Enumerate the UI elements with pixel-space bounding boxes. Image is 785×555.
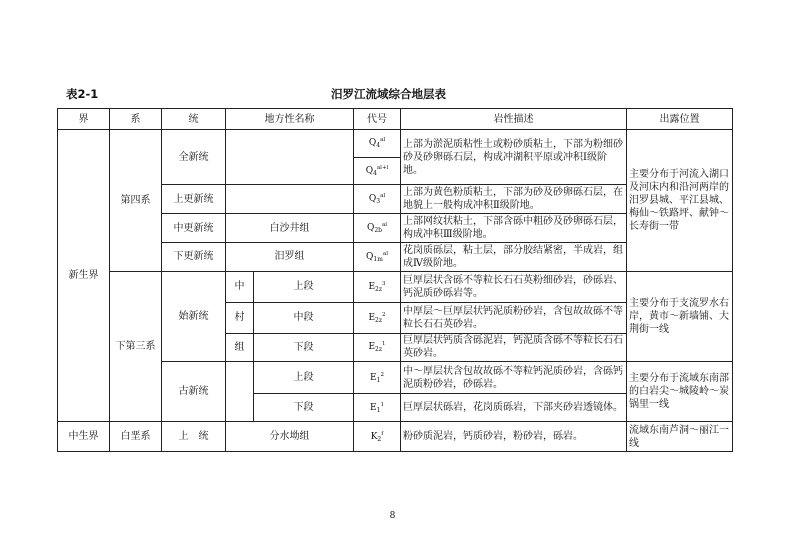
local-name-middle-part: 中段 (254, 302, 354, 333)
code-e1-upper: $E_1^2$ (354, 362, 401, 394)
col-code: 代号 (354, 109, 401, 130)
local-name-empty (226, 185, 354, 214)
local-name-upper-part: 上段 (254, 271, 354, 302)
desc-eocene-middle: 中厚层～巨厚层状钙泥质粉砂岩，含包故故砾不等粒长石石英砂岩。 (401, 302, 627, 333)
desc-cretaceous: 粉砂质泥岩，钙质砂岩，粉砂岩，砾岩。 (401, 422, 627, 452)
code-q1: $Q_{1m}^{al}$ (354, 243, 401, 272)
desc-upper-pleistocene: 上部为黄色粉质粘土，下部为砂及砂卵砾石层，在地貌上一般构成冲积Ⅱ级阶地。 (401, 185, 627, 214)
header-row (58, 109, 733, 130)
series-holocene: 全新统 (162, 130, 226, 185)
desc-middle-pleistocene: 上部网纹状粘土，下部含砾中粗砂及砂卵砾石层，构成冲积Ⅲ级阶地。 (401, 214, 627, 243)
col-era: 界 (58, 109, 110, 130)
col-local-name: 地方性名称 (226, 109, 354, 130)
desc-holocene: 上部为淤泥质粘性土或粉砂质粘土，下部为粉细砂砂及砂卵砾石层，构成冲湖积平原或冲积Ⅰ级阶地。 (401, 130, 627, 185)
loc-cretaceous: 流域东南芦洞～丽江一线 (627, 422, 733, 452)
code-q4-lake: $Q_4^{al+l}$ (354, 157, 401, 185)
era-cenozoic: 新生界 (58, 130, 110, 422)
eocene-group-char-3: 组 (226, 333, 254, 362)
desc-paleocene-upper: 中～厚层状含包故故砾不等粒钙泥质砂岩，含砾钙泥质粉砂岩，砂砾岩。 (401, 362, 627, 394)
code-q2: $Q_{2b}^{al}$ (354, 214, 401, 243)
series-eocene: 始新统 (162, 271, 226, 362)
col-series: 统 (162, 109, 226, 130)
code-e2-lower: $E_{2z}^1$ (354, 333, 401, 362)
local-name-fenshui: 分水坳组 (226, 422, 354, 452)
code-q4: $Q_4^{al}$ (354, 130, 401, 158)
code-e1-lower: $E_1^1$ (354, 394, 401, 422)
page-number: 8 (389, 511, 396, 521)
col-outcrop: 出露位置 (627, 109, 733, 130)
series-lower-pleistocene: 下更新统 (162, 243, 226, 272)
table-row (58, 271, 733, 302)
local-name-lower-part: 下段 (254, 394, 354, 422)
table-number: 表2-1 (66, 87, 99, 101)
code-e2-middle: $E_{2z}^2$ (354, 302, 401, 333)
local-name-miluo: 汨罗组 (226, 243, 354, 272)
series-upper-pleistocene: 上更新统 (162, 185, 226, 214)
local-name-empty (226, 130, 354, 185)
series-middle-pleistocene: 中更新统 (162, 214, 226, 243)
era-mesozoic: 中生界 (58, 422, 110, 452)
system-quaternary: 第四系 (110, 130, 162, 272)
local-name-upper-part: 上段 (254, 362, 354, 394)
system-cretaceous: 白垩系 (110, 422, 162, 452)
col-system: 系 (110, 109, 162, 130)
local-name-baisha: 白沙井组 (226, 214, 354, 243)
eocene-group-char-1: 中 (226, 271, 254, 302)
table-title: 汨罗江流域综合地层表 (331, 87, 446, 101)
table-row (58, 130, 733, 158)
series-upper: 上 统 (162, 422, 226, 452)
desc-eocene-lower: 巨厚层状钙质含砾泥岩，钙泥质含砾不等粒长石石英砂岩。 (401, 333, 627, 362)
code-e2-upper: $E_{2z}^3$ (354, 271, 401, 302)
code-q3: $Q_3^{al}$ (354, 185, 401, 214)
table-row (58, 422, 733, 452)
loc-paleocene: 主要分布于流域东南部的白岩尖～城陵岭～炭锅里一线 (627, 362, 733, 422)
eocene-group-char-2: 村 (226, 302, 254, 333)
desc-lower-pleistocene: 花岗质砾层，粘土层，部分胶结紧密，半成岩，组成Ⅳ级阶地。 (401, 243, 627, 272)
series-paleocene: 古新统 (162, 362, 226, 422)
loc-quaternary: 主要分布于河流入湖口及河床内和沿河两岸的汨罗县城、平江县城、梅仙～铁路坪、献钟～长寿街一带 (627, 130, 733, 272)
col-lithology: 岩性描述 (401, 109, 627, 130)
local-name-lower-part: 下段 (254, 333, 354, 362)
code-k2: $K_2^f$ (354, 422, 401, 452)
loc-eocene: 主要分布于支流罗水右岸，黄市～新墙铺、大荆街一线 (627, 271, 733, 362)
paleocene-group-blank (226, 362, 254, 422)
desc-paleocene-lower: 巨厚层状砾岩，花岗质砾岩，下部夹砂岩透镜体。 (401, 394, 627, 422)
strata-table (57, 108, 733, 452)
system-lower-tertiary: 下第三系 (110, 271, 162, 421)
desc-eocene-upper: 巨厚层状含砾不等粒长石石英粉细砂岩，砂砾岩、钙泥质砂砾岩等。 (401, 271, 627, 302)
